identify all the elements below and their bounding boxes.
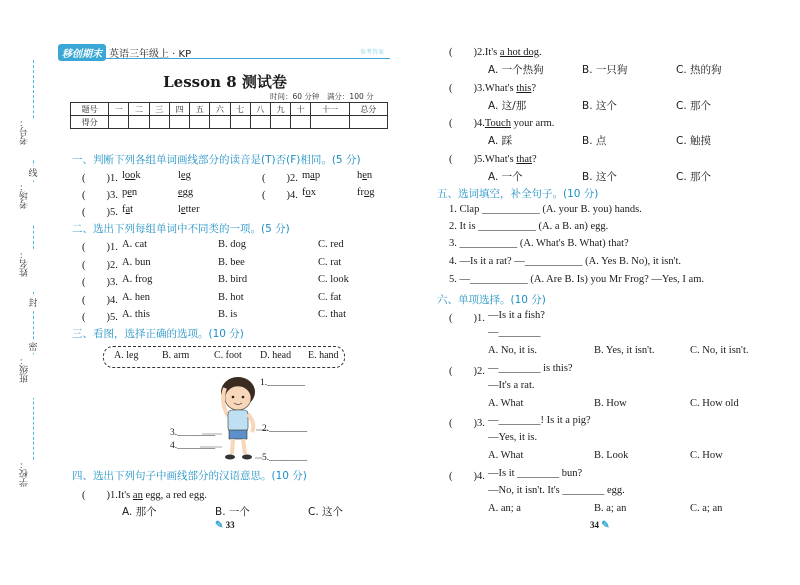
name-field: 姓名： [18, 250, 48, 292]
s5-line-1: 1. Clap ___________ (A. your B. you) hands. [449, 204, 642, 215]
s6-q3-paren: ( )3. [449, 418, 485, 429]
s4-q3-b: B. 这个 [582, 99, 617, 112]
s5-line-3: 3. ___________ (A. What's B. What) that? [449, 238, 629, 249]
score-col-3: 三 [149, 103, 169, 116]
word-bank-head: D. head [260, 350, 292, 361]
score-col-1: 一 [109, 103, 129, 116]
pic-label-5: 5.________ [262, 453, 308, 463]
s6-q1-b: B. Yes, it isn't. [594, 345, 655, 356]
s1-item-2-b: hen [357, 170, 373, 181]
s4-q5-b: B. 这个 [582, 170, 617, 183]
s6-q2-b: B. How [594, 397, 627, 409]
brand-subtitle: 英语三年级上 · KP [109, 49, 192, 60]
s4-q1-c: C. 这个 [308, 506, 344, 518]
word-bank-hand: E. hand [308, 350, 339, 361]
score-table-header-row [71, 103, 388, 116]
s1-item-5-paren: ( )5. [82, 207, 118, 218]
s2-item-2-b: B. bee [218, 256, 245, 268]
s4-q3-c: C. 那个 [676, 99, 712, 112]
s4-q2-a: A. 一个热狗 [488, 64, 544, 76]
word-bank-leg: A. leg [114, 350, 139, 361]
score-table [70, 102, 388, 129]
score-cell-6 [210, 116, 230, 129]
brand-logo: 移创期末 [58, 44, 106, 61]
s2-item-3-b: B. bird [218, 274, 248, 285]
score-cell-9 [270, 116, 290, 129]
pic-label-4: 4.________ [170, 441, 216, 451]
page-title: Lesson 8 测试卷 [163, 73, 287, 91]
s6-q1-line1: —Is it a fish? [488, 310, 545, 321]
school-field: 学校： [18, 460, 48, 502]
full-score: 满分：100 分 [326, 92, 374, 101]
s4-q5: ( )5.What's that? [449, 153, 537, 165]
s6-q4-b: B. a; an [594, 502, 627, 514]
s6-q2-line2: —It's a rat. [488, 379, 535, 391]
header-rule [58, 58, 390, 59]
section-2-heading: 二、选出下列每组单词中不同类的一项。(5 分) [72, 223, 290, 235]
s6-q4-line2: —No, it isn't. It's ________ egg. [488, 484, 625, 496]
exam-meta [270, 91, 374, 102]
s6-q3-a: A. What [488, 450, 524, 461]
s4-q4-b: B. 点 [582, 135, 607, 147]
s4-q4-c: C. 触摸 [676, 135, 712, 147]
s2-item-4-a: A. hen [122, 291, 150, 303]
s2-item-1-c: C. red [318, 239, 344, 250]
cut-mark-secret: 密 [18, 340, 48, 353]
s6-q2-line1: —________ is this? [488, 362, 573, 374]
s4-q4: ( )4.Touch your arm. [449, 118, 555, 129]
score-cell-8 [250, 116, 270, 129]
s4-q3: ( )3.What's this? [449, 82, 537, 94]
s6-q1-paren: ( )1. [449, 313, 485, 324]
s5-line-2: 2. It is ___________ (A. a B. an) egg. [449, 221, 609, 232]
pic-label-3: 3.________ [170, 428, 216, 438]
score-cell-0: 得分 [71, 116, 109, 129]
s1-item-2-a: map [302, 170, 321, 181]
s4-q1: ( )1.It's an egg, a red egg. [82, 490, 207, 501]
s1-item-1-b: leg [178, 170, 191, 181]
s6-q2-c: C. How old [690, 397, 739, 409]
score-cell-1 [109, 116, 129, 129]
score-cell-2 [129, 116, 149, 129]
s2-item-3-c: C. look [318, 274, 349, 285]
word-bank-foot: C. foot [214, 350, 242, 361]
score-cell-5 [190, 116, 210, 129]
s1-item-4-a: fox [302, 187, 316, 198]
s2-item-2-c: C. rat [318, 256, 342, 268]
s1-item-3-b: egg [178, 187, 194, 198]
s5-line-4: 4. —Is it a rat? —___________ (A. Yes B. No), it isn't. [449, 256, 682, 267]
s6-q4-c: C. a; an [690, 502, 723, 514]
score-cell-4 [169, 116, 189, 129]
s1-item-5-a: fat [122, 204, 134, 215]
score-col-5: 五 [190, 103, 210, 116]
section-4-heading: 四、选出下列句子中画线部分的汉语意思。(10 分) [72, 470, 307, 482]
s6-q1-c: C. No, it isn't. [690, 345, 749, 356]
s1-item-4-b: frog [357, 187, 375, 198]
s1-item-5-b: letter [178, 204, 200, 215]
s4-q2-c: C. 热的狗 [676, 64, 722, 76]
cut-mark-line: 线 [18, 166, 48, 179]
s6-q4-paren: ( )4. [449, 470, 485, 482]
s4-q2-b: B. 一只狗 [582, 64, 628, 76]
score-col-11: 十一 [311, 103, 349, 116]
score-cell-10 [291, 116, 311, 129]
s6-q3-b: B. Look [594, 450, 629, 461]
s4-q1-b: B. 一个 [215, 506, 250, 518]
page-number-left: ✎ 33 [215, 520, 235, 531]
section-5-heading: 五、选词填空，补全句子。(10 分) [437, 188, 599, 200]
s6-q2-paren: ( )2. [449, 365, 485, 377]
s4-q5-a: A. 一个 [488, 170, 523, 183]
s2-item-4-b: B. hot [218, 291, 244, 303]
seat-field: 考场： [18, 182, 48, 224]
s2-item-3-a: A. frog [122, 274, 153, 285]
time-limit: 时间：60 分钟 [270, 92, 320, 101]
section-6-heading: 六、单项选择。(10 分) [437, 294, 546, 306]
score-col-10: 十 [291, 103, 311, 116]
score-cell-12 [349, 116, 387, 129]
page-number-right: 34 ✎ [590, 520, 610, 531]
score-col-4: 四 [169, 103, 189, 116]
s1-item-1-paren: ( )1. [82, 173, 118, 184]
s6-q1-a: A. No, it is. [488, 345, 538, 356]
score-col-8: 八 [250, 103, 270, 116]
score-col-7: 七 [230, 103, 250, 116]
score-cell-7 [230, 116, 250, 129]
s6-q4-line1: —Is it ________ bun? [488, 467, 583, 479]
s2-item-5-a: A. this [122, 309, 151, 320]
s6-q1-line2: —________ [488, 327, 541, 338]
class-field: 班级： [18, 356, 48, 398]
score-cell-3 [149, 116, 169, 129]
s2-item-5-p: ( )5. [82, 312, 118, 323]
cut-mark-seal: 封 [18, 296, 48, 309]
s2-item-1-b: B. dog [218, 239, 247, 250]
exam-no-field: 考号： [18, 118, 48, 160]
s6-q3-line2: —Yes, it is. [488, 432, 538, 443]
s2-item-5-b: B. is [218, 309, 238, 320]
s1-item-3-a: pen [122, 187, 138, 198]
s6-q4-a: A. an; a [488, 502, 521, 514]
s4-q4-a: A. 踩 [488, 135, 513, 147]
pic-label-2: 2.________ [262, 424, 308, 434]
s1-item-1-a: look [122, 170, 141, 181]
s2-item-2-a: A. bun [122, 256, 151, 268]
score-col-6: 六 [210, 103, 230, 116]
section-1-heading: 一、判断下列各组单词画线部分的读音是(T)否(F)相同。(5 分) [72, 154, 361, 166]
s1-item-4-paren: ( )4. [262, 190, 298, 201]
score-table-score-row [71, 116, 388, 129]
s2-item-4-p: ( )4. [82, 294, 118, 306]
s2-item-5-c: C. that [318, 309, 346, 320]
s4-q2: ( )2.It's a hot dog. [449, 47, 542, 58]
score-col-0: 题号 [71, 103, 109, 116]
score-col-2: 二 [129, 103, 149, 116]
s2-item-2-p: ( )2. [82, 259, 118, 271]
s6-q3-c: C. How [690, 450, 723, 461]
word-bank-box [103, 346, 345, 368]
s2-item-1-p: ( )1. [82, 242, 118, 253]
s4-q1-a: A. 那个 [122, 506, 157, 518]
pic-label-1: 1.________ [260, 378, 306, 388]
s2-item-3-p: ( )3. [82, 277, 118, 288]
score-cell-11 [311, 116, 349, 129]
s1-item-2-paren: ( )2. [262, 173, 298, 184]
s6-q3-line1: —________! Is it a pig? [488, 415, 591, 426]
s2-item-4-c: C. fat [318, 291, 342, 303]
word-bank-arm: B. arm [162, 350, 190, 361]
s4-q3-a: A. 这/那 [488, 99, 527, 112]
s1-item-3-paren: ( )3. [82, 190, 118, 201]
score-col-12: 总分 [349, 103, 387, 116]
s4-q5-c: C. 那个 [676, 170, 712, 183]
s6-q2-a: A. What [488, 397, 524, 409]
s5-line-5: 5. —___________ (A. Are B. Is) you Mr Frog? —Yes, I am. [449, 274, 705, 285]
score-col-9: 九 [270, 103, 290, 116]
s2-item-1-a: A. cat [122, 239, 148, 250]
section-3-heading: 三、看图，选择正确的选项。(10 分) [72, 328, 244, 340]
corner-tag: 参考答案 [360, 49, 385, 56]
